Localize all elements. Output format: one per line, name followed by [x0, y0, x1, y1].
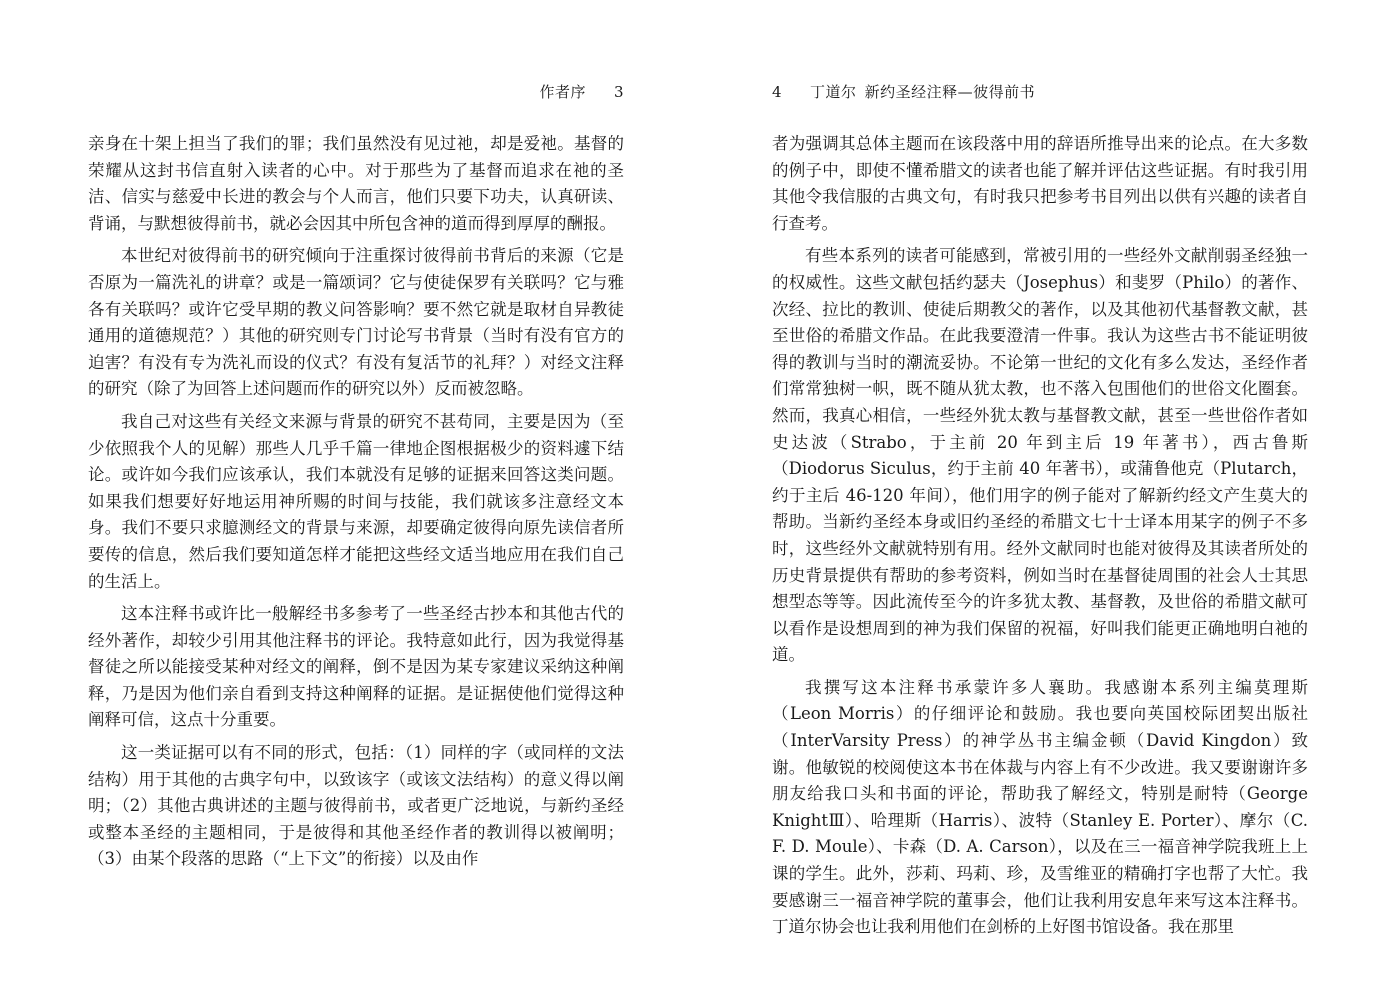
right-paragraph-3: 我撰写这本注释书承蒙许多人襄助。我感谢本系列主编莫理斯（Leon Morris）的仔细评论和鼓励。我也要向英国校际团契出版社（InterVarsity Press）的神学丛书主编金顿（David Kingdon）致谢。他敏锐的校阅使这本书在体裁与内容上有不少改进。我又要谢谢许多朋友给我口头和书面的评论，帮助我了解经文，特别是耐特（George KnightⅢ）、哈理斯（Harris）、波特（Stanley E. Porter）、摩尔（C. F. D. Moule）、卡森（D. A. Carson），以及在三一福音神学院我班上上课的学生。此外，莎莉、玛莉、珍，及雪维亚的精确打字也帮了大忙。我要感谢三一福音神学院的董事会，他们让我利用安息年来写这本注释书。丁道尔协会也让我利用他们在剑桥的上好图书馆设备。我在那里	[772, 677, 1308, 937]
right-running-head-series-title: 新约圣经注释—彼得前书	[864, 83, 1036, 101]
left-paragraph-5: 这一类证据可以有不同的形式，包括：（1）同样的字（或同样的文法结构）用于其他的古典字句中，以致该字（或该文法结构）的意义得以阐明；（2）其他古典讲述的主题与彼得前书，或者更广泛地说，与新约圣经或整本圣经的主题相同，于是彼得和其他圣经作者的教训得以被阐明；（3）由某个段落的思路（“上下文”的衔接）以及由作	[88, 743, 624, 869]
left-paragraph-4: 这本注释书或许比一般解经书多参考了一些圣经古抄本和其他古代的经外著作，却较少引用其他注释书的评论。我特意如此行，因为我觉得基督徒之所以能接受某种对经文的阐释，倒不是因为某专家建议采纳这种阐释，乃是因为他们亲自看到支持这种阐释的证据。是证据使他们觉得这种阐释可信，这点十分重要。	[88, 604, 624, 730]
right-paragraph-1: 者为强调其总体主题而在该段落中用的辞语所推导出来的论点。在大多数的例子中，即使不懂希腊文的读者也能了解并评估这些证据。有时我引用其他令我信服的古典文句，有时我只把参考书目列出以供有兴趣的读者自行查考。	[772, 134, 1308, 233]
right-running-head-author: 丁道尔	[810, 83, 857, 101]
right-page-number: 4	[772, 83, 783, 101]
right-paragraph-2: 有些本系列的读者可能感到，常被引用的一些经外文献削弱圣经独一的权威性。这些文献包括约瑟夫（Josephus）和斐罗（Philo）的著作、次经、拉比的教训、使徒后期教父的著作，以及其他初代基督教文献，甚至世俗的希腊文作品。在此我要澄清一件事。我认为这些古书不能证明彼得的教训与当时的潮流妥协。不论第一世纪的文化有多么发达，圣经作者们常常独树一帜，既不随从犹太教，也不落入包围他们的世俗文化圈套。然而，我真心相信，一些经外犹太教与基督教文献，甚至一些世俗作者如史达波（Strabo，于主前 20 年到主后 19 年著书），西古鲁斯（Diodorus Siculus，约于主前 40 年著书），或蒲鲁他克（Plutarch，约于主后 46-120 年间），他们用字的例子能对了解新约经文产生莫大的帮助。当新约圣经本身或旧约圣经的希腊文七十士译本用某字的例子不多时，这些经外文献就特别有用。经外文献同时也能对彼得及其读者所处的历史背景提供有帮助的参考资料，例如当时在基督徒周围的社会人士其思想型态等等。因此流传至今的许多犹太教、基督教，及世俗的希腊文献可以看作是设想周到的神为我们保留的祝福，好叫我们能更正确地明白祂的道。	[772, 246, 1308, 665]
left-body-text	[88, 131, 624, 873]
left-paragraph-3: 我自己对这些有关经文来源与背景的研究不甚苟同，主要是因为（至少依照我个人的见解）那些人几乎千篇一律地企图根据极少的资料遽下结论。或许如今我们应该承认，我们本就没有足够的证据来回答这类问题。如果我们想要好好地运用神所赐的时间与技能，我们就该多注意经文本身。我们不要只求臆测经文的背景与来源，却要确定彼得向原先读信者所要传的信息，然后我们要知道怎样才能把这些经文适当地应用在我们自己的生活上。	[88, 411, 624, 591]
left-running-head	[539, 82, 624, 102]
left-running-head-title: 作者序	[539, 83, 586, 101]
right-page	[772, 0, 1308, 989]
left-page-number: 3	[613, 83, 624, 101]
left-page	[88, 0, 624, 989]
left-paragraph-1: 亲身在十架上担当了我们的罪；我们虽然没有见过祂，却是爱祂。基督的荣耀从这封书信直射入读者的心中。对于那些为了基督而追求在祂的圣洁、信实与慈爱中长进的教会与个人而言，他们只要下功夫，认真研读、背诵，与默想彼得前书，就必会因其中所包含神的道而得到厚厚的酬报。	[88, 134, 624, 233]
left-paragraph-2: 本世纪对彼得前书的研究倾向于注重探讨彼得前书背后的来源（它是否原为一篇洗礼的讲章？或是一篇颂词？它与使徒保罗有关联吗？它与雅各有关联吗？或许它受早期的教义问答影响？要不然它就是取材自异教徒通用的道德规范？）其他的研究则专门讨论写书背景（当时有没有官方的迫害？有没有专为洗礼而设的仪式？有没有复活节的礼拜？）对经文注释的研究（除了为回答上述问题而作的研究以外）反而被忽略。	[88, 246, 624, 399]
right-body-text	[772, 131, 1308, 941]
right-running-head	[772, 82, 1035, 102]
